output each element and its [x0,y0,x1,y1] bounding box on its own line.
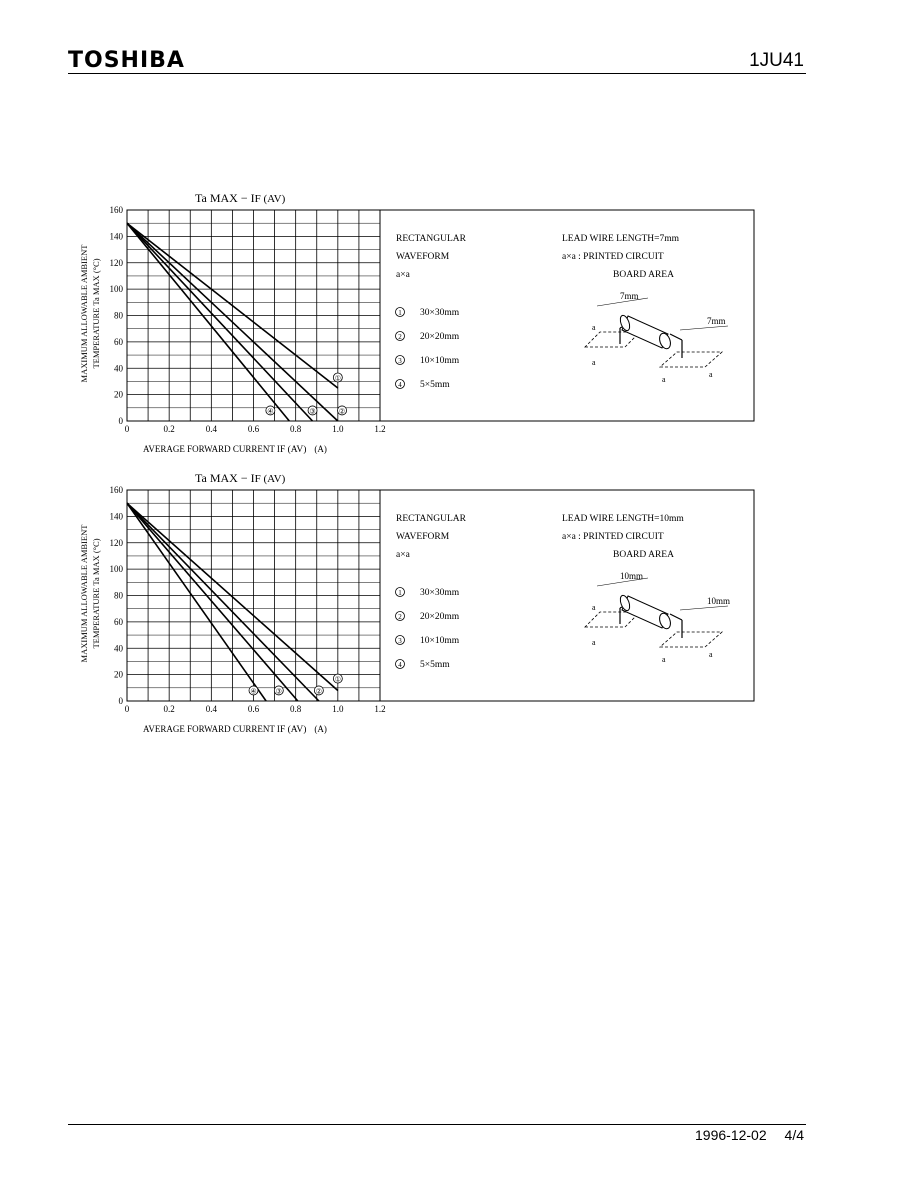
series-line-2 [127,503,319,701]
y-tick-label: 80 [114,590,123,601]
chart-title [195,471,286,485]
y-tick-label: 160 [109,485,123,495]
pcb-pad-right [660,632,722,647]
x-tick-label: 0 [124,704,130,714]
chart-title-sub: F (AV) [254,193,286,205]
pad-label-a2: a [592,638,596,647]
y-tick-label: 40 [114,363,123,374]
curve-marker-label: ② [315,687,322,696]
x-axis-label-main: AVERAGE FORWARD CURRENT I [143,444,280,454]
dimension-label-top: 7mm [620,291,639,301]
pad-label-a2: a [592,358,596,367]
y-tick-label: 160 [109,205,123,215]
x-tick-label: 0.6 [247,424,260,434]
mounting-diagram [585,571,730,664]
curve-marker-label: ② [338,407,346,416]
legend-entry-text: 30×30mm [420,308,460,318]
dimension-label-top: 10mm [620,571,644,581]
y-tick-label: 80 [114,310,123,321]
legend-marker-label: 1 [398,309,402,317]
dimension-label-right: 10mm [707,596,731,606]
legend-axa: a×a [396,550,410,560]
curve-marker-label: ④ [267,407,274,416]
x-tick-label: 0.6 [247,704,260,714]
y-tick-label: 0 [118,416,123,426]
y-axis-label-line2: TEMPERATURE Ta MAX (°C) [91,538,101,649]
pad-label-a1: a [592,603,596,612]
y-axis-label-line2: TEMPERATURE Ta MAX (°C) [91,258,101,369]
brand-logo: TOSHIBA [68,48,185,73]
series-line-3 [127,503,298,701]
legend-waveform-line1: RECTANGULAR [396,514,466,524]
pad-label-a4: a [709,370,713,379]
x-axis-label [143,724,327,735]
legend-entry-text: 30×30mm [420,588,460,598]
chart-title-sub: F (AV) [254,473,286,485]
mounting-diagram [585,291,728,384]
x-tick-label: 0.8 [290,424,302,434]
curve-marker-label: ① [334,374,341,383]
part-number: 1JU41 [749,50,804,71]
chart-panel-1 [79,191,754,455]
curve-marker-label: ③ [309,407,316,416]
footer-date: 1996-12-02 [695,1127,767,1143]
legend-pcb-line1: a×a : PRINTED CIRCUIT [562,252,664,262]
dimension-label-right: 7mm [707,316,726,326]
x-axis-label [143,444,327,455]
legend-marker-label: 4 [398,381,402,389]
diode-lead-right [670,614,682,638]
legend-pcb-line2: BOARD AREA [613,550,674,560]
dimension-line-right [680,606,728,610]
x-tick-label: 0.2 [163,704,175,714]
chart-title [195,191,286,205]
curve-marker-label: ④ [250,687,257,696]
footer-rule [68,1124,806,1125]
x-tick-label: 1.2 [374,424,386,434]
legend-axa: a×a [396,270,410,280]
pad-label-a1: a [592,323,596,332]
x-tick-label: 0 [124,424,130,434]
x-axis-label-unit: (A) [314,444,327,454]
y-axis-label-line1: MAXIMUM ALLOWABLE AMBIENT [79,244,89,383]
x-axis-label-unit: (A) [314,724,327,734]
legend-entry-text: 5×5mm [420,380,450,390]
footer-page: 4/4 [784,1127,804,1143]
legend-marker-label: 2 [398,333,402,341]
legend-lead-wire: LEAD WIRE LENGTH=7mm [562,234,680,244]
legend-marker-label: 1 [398,589,402,597]
y-tick-label: 140 [109,231,123,242]
y-tick-label: 100 [109,284,123,295]
series-line-3 [127,223,316,421]
chart-panel-2 [79,471,754,735]
y-tick-label: 120 [109,537,123,548]
legend-pcb-line1: a×a : PRINTED CIRCUIT [562,532,664,542]
y-tick-label: 20 [114,669,123,680]
pad-label-a3: a [662,375,666,384]
y-tick-label: 20 [114,389,123,400]
pcb-pad-right [660,352,722,367]
legend-marker-label: 3 [398,357,402,365]
x-axis-label-main: AVERAGE FORWARD CURRENT I [143,724,280,734]
legend-marker-label: 4 [398,661,402,669]
diode-lead-right [670,334,682,358]
pad-label-a4: a [709,650,713,659]
legend-waveform-line2: WAVEFORM [396,532,450,542]
legend-entry-text: 10×10mm [420,356,460,366]
dimension-line-right [680,326,728,330]
x-axis-label-sub: F (AV) [279,725,307,735]
chart-title-main: Ta MAX − I [195,191,255,205]
pad-label-a3: a [662,655,666,664]
legend-marker-label: 2 [398,613,402,621]
x-tick-label: 0.8 [290,704,302,714]
series-line-4 [127,223,289,421]
legend-lead-wire: LEAD WIRE LENGTH=10mm [562,514,684,524]
x-tick-label: 0.4 [205,704,217,714]
chart-title-main: Ta MAX − I [195,471,255,485]
legend-entry-text: 20×20mm [420,612,460,622]
x-tick-label: 1.0 [332,424,344,434]
x-tick-label: 1.2 [374,704,386,714]
curve-marker-label: ① [334,675,341,684]
legend-entry-text: 20×20mm [420,332,460,342]
y-tick-label: 100 [109,564,123,575]
legend-entry-text: 10×10mm [420,636,460,646]
footer [681,1127,804,1143]
y-tick-label: 140 [109,511,123,522]
x-tick-label: 1.0 [332,704,344,714]
legend-waveform-line2: WAVEFORM [396,252,450,262]
y-tick-label: 0 [118,696,123,706]
y-axis-label-line1: MAXIMUM ALLOWABLE AMBIENT [79,524,89,663]
y-tick-label: 60 [114,616,123,627]
legend-marker-label: 3 [398,637,402,645]
y-tick-label: 120 [109,257,123,268]
curve-marker-label: ③ [275,687,282,696]
legend-entry-text: 5×5mm [420,660,450,670]
x-axis-label-sub: F (AV) [279,445,307,455]
x-tick-label: 0.4 [205,424,217,434]
y-tick-label: 60 [114,336,123,347]
y-tick-label: 40 [114,643,123,654]
legend-waveform-line1: RECTANGULAR [396,234,466,244]
legend-pcb-line2: BOARD AREA [613,270,674,280]
x-tick-label: 0.2 [163,424,175,434]
